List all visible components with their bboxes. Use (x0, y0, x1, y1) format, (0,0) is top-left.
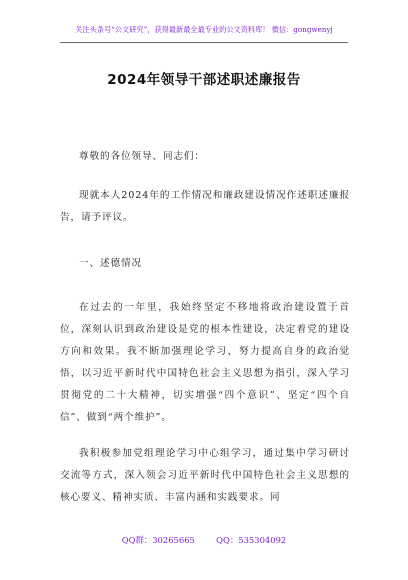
body-paragraph: 在过去的一年里，我始终坚定不移地将政治建设置于首位，深刻认识到政治建设是党的根本性建设，决定着党的建设方向和效果。我不断加强理论学习，努力提高自身的政治觉悟，以习近平新时代中国特色社会主义思想为指引，深入学习贯彻党的二十大精神，切实增强“四个意识”、坚定“四个自信”、做到“两个维护”。 (60, 302, 350, 423)
footer-contact-banner: QQ群：30265665 QQ：535304092 (121, 535, 287, 545)
document-title: 2024年领导干部述职述廉报告 (107, 72, 301, 88)
greeting-paragraph: 尊敬的各位领导、同志们： (79, 151, 205, 162)
intro-paragraph: 现就本人2024年的工作情况和廉政建设情况作述职述廉报告，请予评议。 (60, 190, 350, 223)
header-divider (60, 42, 348, 43)
section-heading: 一、述德情况 (79, 258, 142, 269)
header-banner: 关注头条号“公文研究”，获得最新最全最专业的公文资料库！ 微信：gongwenyj (75, 25, 333, 34)
body-paragraph: 我积极参加党组理论学习中心组学习，通过集中学习研讨交流等方式，深入领会习近平新时代中国特色社会主义思想的核心要义、精神实质、丰富内涵和实践要求。同 (60, 448, 350, 503)
